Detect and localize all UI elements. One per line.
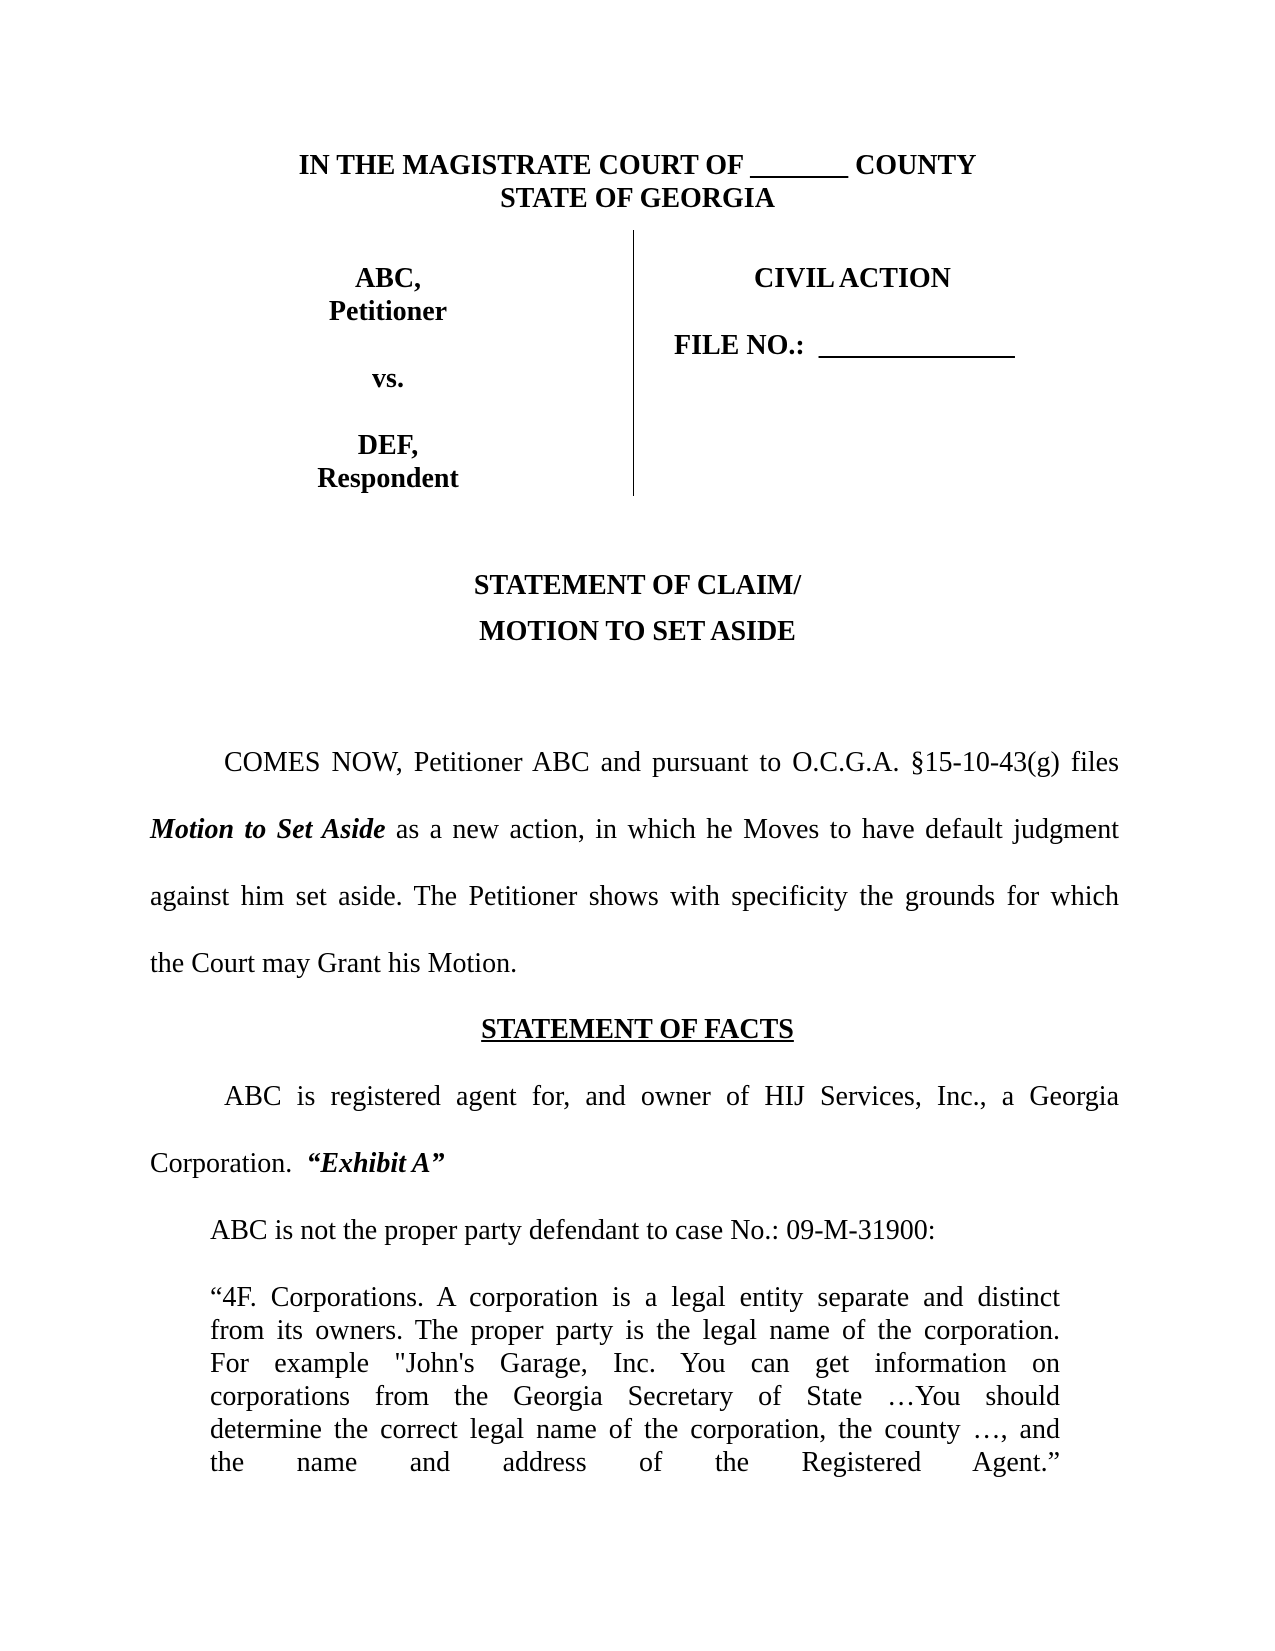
quote-line: For example "John's Garage, Inc. You can get information on — [210, 1348, 1060, 1379]
intro-line-1: COMES NOW, Petitioner ABC and pursuant to O.C.G.A. §15-10-43(g) files — [224, 747, 1119, 778]
intro-line-3: against him set aside. The Petitioner shows with specificity the grounds for which — [150, 881, 1119, 912]
quote-line: “4F. Corporations. A corporation is a legal entity separate and distinct — [210, 1282, 1060, 1313]
caption-divider — [633, 230, 634, 496]
respondent-role: Respondent — [317, 463, 459, 494]
state-header: STATE OF GEORGIA — [500, 183, 775, 214]
quote-line: determine the correct legal name of the corporation, the county …, and — [210, 1414, 1060, 1445]
file-number-blank: ______________ — [818, 330, 1015, 361]
document-title-line2: MOTION TO SET ASIDE — [479, 616, 796, 647]
exhibit-a-reference: “Exhibit A” — [306, 1148, 445, 1179]
facts-para2: ABC is not the proper party defendant to case No.: 09-M-31900: — [210, 1215, 936, 1246]
facts-heading: STATEMENT OF FACTS — [481, 1014, 794, 1045]
motion-emphasis: Motion to Set Aside — [150, 814, 386, 845]
intro-line-2-rest: as a new action, in which he Moves to have default judgment — [385, 814, 1119, 845]
facts-para1-corporation: Corporation. — [150, 1148, 293, 1179]
intro-line-4: the Court may Grant his Motion. — [150, 948, 518, 979]
court-header: IN THE MAGISTRATE COURT OF _______ COUNTY — [298, 150, 977, 181]
petitioner-name: ABC, — [354, 263, 422, 294]
quote-line: corporations from the Georgia Secretary of State …You should — [210, 1381, 1060, 1412]
petitioner-role: Petitioner — [328, 296, 448, 327]
quote-line: the name and address of the Registered Agent.” — [210, 1447, 1060, 1478]
intro-line-2 — [150, 813, 1119, 846]
versus-label: vs. — [372, 363, 404, 394]
quote-line: from its owners. The proper party is the legal name of the corporation. — [210, 1315, 1060, 1346]
facts-para1-line2 — [150, 1147, 445, 1180]
file-number-label: FILE NO.: — [674, 330, 805, 361]
document-title-line1: STATEMENT OF CLAIM/ — [473, 570, 802, 601]
facts-para1-line1: ABC is registered agent for, and owner of HIJ Services, Inc., a Georgia — [224, 1081, 1119, 1112]
respondent-name: DEF, — [357, 430, 419, 461]
civil-action-label: CIVIL ACTION — [754, 263, 951, 294]
file-number — [674, 329, 1015, 362]
